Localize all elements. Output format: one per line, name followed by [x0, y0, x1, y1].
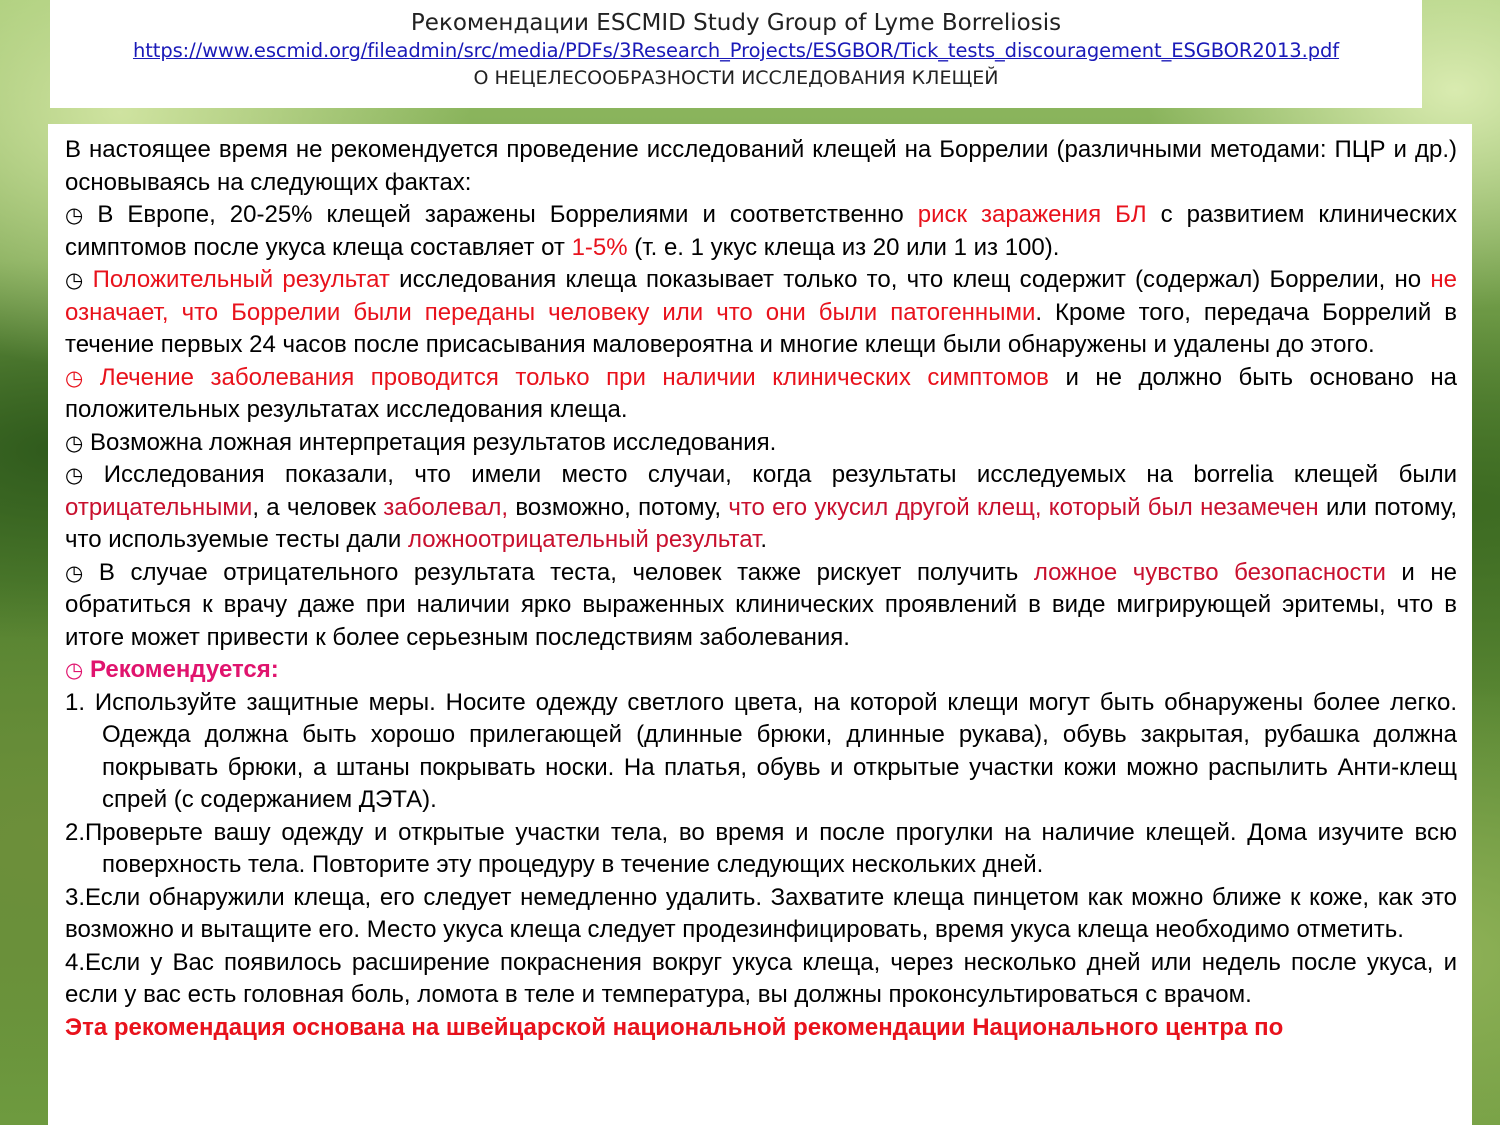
recommend-heading: ◷ Рекомендуется: — [65, 656, 279, 683]
source-link[interactable]: https://www.escmid.org/fileadmin/src/media/PDFs/3Research_Projects/ESGBOR/Tick_tests_discouragement_ESGBOR2013.pdf — [132, 39, 1340, 62]
header-panel — [50, 0, 1422, 108]
recommendation-item: 2.Проверьте вашу одежду и открытые участки тела, во время и после прогулки на наличие клещей. Дома изучите всю поверхность тела. Повторите эту процедуру в течение следующих нескольких дней. — [65, 818, 1457, 878]
clock-bullet-icon: ◷ — [65, 203, 84, 227]
fact-6: ◷ В случае отрицательного результата теста, человек также рискует получить ложное чувство безопасности и не обратиться к врачу даже при наличии ярко выраженных клинических проявлений в виде мигрирующей эритемы, что в итоге может привести к более серьезным последствиям заболевания. — [65, 558, 1457, 651]
fact-3: ◷ Лечение заболевания проводится только при наличии клинических симптомов и не должно быть основано на положительных результатах исследования клеща. — [65, 363, 1457, 423]
page-title: Рекомендации ESCMID Study Group of Lyme Borreliosis — [410, 10, 1062, 36]
clock-bullet-icon: ◷ — [65, 560, 84, 585]
clock-bullet-icon: ◷ — [65, 430, 84, 455]
footer-note: Эта рекомендация основана на швейцарской национальной рекомендации Национального центра по — [65, 1013, 1284, 1041]
fact-2: ◷ Положительный результат исследования клеща показывает только то, что клещ содержит (содержал) Боррелии, но не означает, что Боррелии были переданы человеку или что они были патогенными. Кроме того, передача Боррелий в течение первых 24 часов после присасывания маловероятна и многие клещи были обнаружены и удалены до этого. — [65, 266, 1458, 358]
fact-5: ◷ Исследования показали, что имели место случаи, когда результаты исследуемых на borrelia клещей были отрицательными, а человек заболевал, возможно, потому, что его укусил другой клещ, который был незамечен или потому, что используемые тесты дали ложноотрицательный результат. — [65, 461, 1457, 553]
recommendation-item: 3.Если обнаружили клеща, его следует немедленно удалить. Захватите клеща пинцетом как можно ближе к коже, как это возможно и вытащите его. Место укуса клеща следует продезинфицировать, время укуса клеща необходимо отметить. — [65, 883, 1457, 943]
clock-bullet-icon: ◷ — [65, 365, 84, 390]
intro-paragraph: В настоящее время не рекомендуется проведение исследований клещей на Боррелии (различными методами: ПЦР и др.) основываясь на следующих фактах: — [65, 136, 1457, 196]
content-panel — [48, 124, 1472, 1125]
clock-bullet-icon: ◷ — [65, 658, 84, 682]
recommendation-item: 4.Если у Вас появилось расширение покраснения вокруг укуса клеща, через несколько дней или недель после укуса, и если у вас есть головная боль, ломота в теле и температура, вы должны проконсультироваться с врачом. — [65, 948, 1457, 1008]
recommendation-item: 1. Используйте защитные меры. Носите одежду светлого цвета, на которой клещи могут быть обнаружены более легко. Одежда должна быть хорошо прилегающей (длинные брюки, длинные рукава), обувь закрытая, рубашка должна покрывать брюки, а штаны покрывать носки. На платья, обувь и открытые участки кожи можно распылить Анти-клещ спрей (с содержанием ДЭТА). — [65, 688, 1457, 813]
clock-bullet-icon: ◷ — [65, 268, 84, 292]
page-subtitle: О НЕЦЕЛЕСООБРАЗНОСТИ ИССЛЕДОВАНИЯ КЛЕЩЕЙ — [473, 67, 999, 89]
fact-4: ◷ Возможна ложная интерпретация результатов исследования. — [65, 428, 777, 456]
clock-bullet-icon: ◷ — [65, 463, 84, 487]
fact-1: ◷ В Европе, 20-25% клещей заражены Боррелиями и соответственно риск заражения БЛ с развитием клинических симптомов после укуса клеща составляет от 1-5% (т. е. 1 укус клеща из 20 или 1 из 100). — [65, 201, 1457, 261]
